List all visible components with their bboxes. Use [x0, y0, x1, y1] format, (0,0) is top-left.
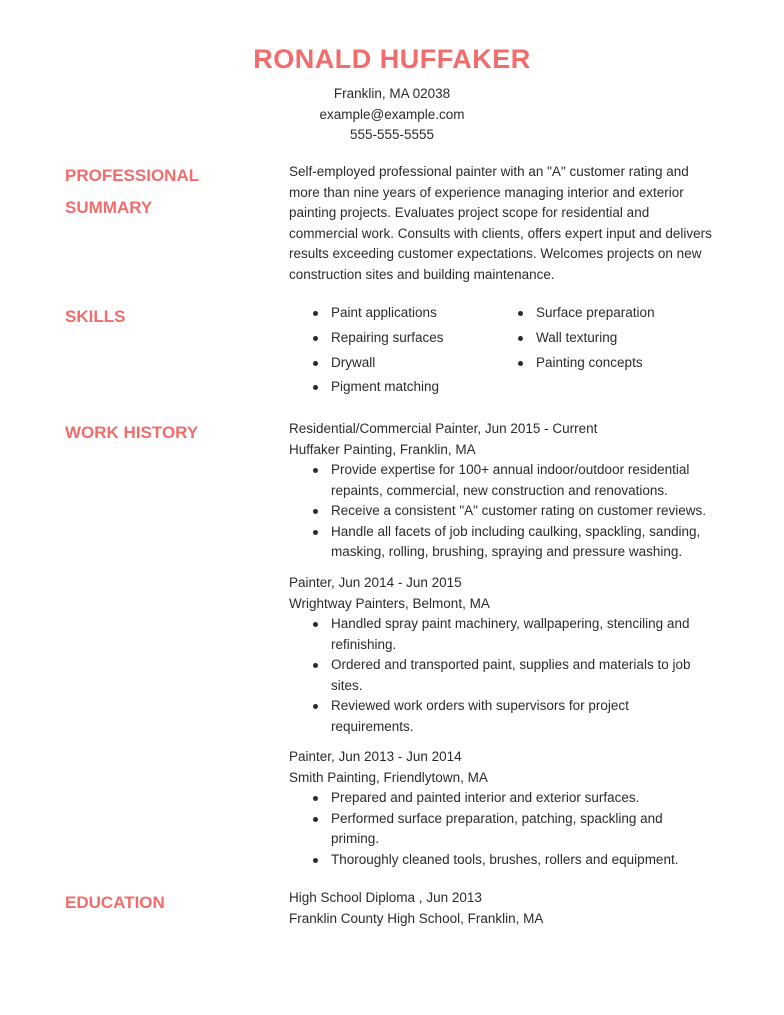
job-bullet	[289, 788, 729, 809]
candidate-name: RONALD HUFFAKER	[253, 44, 531, 74]
skill-item	[494, 303, 655, 323]
bullet-icon	[313, 622, 318, 627]
summary-line: more than nine years of experience managing interior and exterior	[289, 184, 684, 200]
bullet-icon	[313, 817, 318, 822]
section-heading-skills: SKILLS	[65, 307, 126, 326]
skill-label: Surface preparation	[536, 305, 655, 320]
contact-phone: 555-555-5555	[349, 127, 435, 142]
summary-line: painting projects. Evaluates project scope for residential and	[289, 205, 650, 220]
skill-item	[494, 328, 617, 348]
skill-item	[289, 303, 437, 323]
job-company: Wrightway Painters, Belmont, MA	[289, 595, 490, 611]
bullet-line: Performed surface preparation, patching, spackling and	[331, 810, 663, 826]
skill-label: Painting concepts	[536, 355, 643, 370]
education-degree: High School Diploma , Jun 2013	[289, 890, 482, 905]
summary-heading-line-2: SUMMARY	[65, 198, 153, 217]
job-bullet	[289, 850, 729, 871]
bullet-line: Receive a consistent "A" customer rating on customer reviews.	[331, 503, 706, 518]
skill-label: Drywall	[331, 355, 376, 370]
bullet-line: Prepared and painted interior and exterior surfaces.	[331, 790, 640, 805]
bullet-line: sites.	[331, 677, 363, 693]
job-entry	[289, 573, 729, 737]
bullet-icon	[313, 311, 318, 316]
bullet-icon	[313, 704, 318, 709]
summary-line: commercial work. Consults with clients, offers expert input and delivers	[289, 225, 712, 241]
job-bullet	[289, 655, 729, 696]
bullet-icon	[313, 530, 318, 535]
contact-location: Franklin, MA 02038	[333, 86, 451, 101]
section-heading-summary	[65, 160, 265, 224]
skill-label: Wall texturing	[536, 330, 618, 345]
skill-item	[289, 377, 439, 397]
job-bullet	[289, 501, 729, 522]
bullet-line: repaints, commercial, new construction and renovations.	[331, 482, 668, 498]
bullet-line: refinishing.	[331, 636, 397, 652]
bullet-icon	[313, 336, 318, 341]
bullet-icon	[518, 336, 523, 341]
skill-item	[289, 328, 444, 348]
bullet-line: masking, rolling, brushing, spraying and pressure washing.	[331, 544, 683, 559]
bullet-line: Ordered and transported paint, supplies and materials to job	[331, 657, 691, 672]
summary-line: results exceeding customer expectations. Welcomes projects on new	[289, 246, 702, 261]
summary-heading-line-1: PROFESSIONAL	[65, 166, 200, 185]
bullet-icon	[518, 311, 523, 316]
job-company: Smith Painting, Friendlytown, MA	[289, 769, 488, 785]
job-bullet	[289, 614, 729, 655]
bullet-line: requirements.	[331, 718, 414, 734]
job-title: Residential/Commercial Painter, Jun 2015 - Current	[289, 421, 598, 436]
job-title: Painter, Jun 2014 - Jun 2015	[289, 575, 462, 590]
job-entry	[289, 419, 729, 563]
bullet-icon	[313, 385, 318, 390]
section-heading-education: EDUCATION	[65, 893, 165, 912]
skill-label: Paint applications	[331, 305, 437, 320]
job-entry	[289, 747, 729, 870]
job-title: Painter, Jun 2013 - Jun 2014	[289, 749, 462, 764]
bullet-line: Thoroughly cleaned tools, brushes, rollers and equipment.	[331, 851, 679, 867]
bullet-line: Handle all facets of job including caulking, spackling, sanding,	[331, 523, 701, 539]
bullet-icon	[313, 468, 318, 473]
bullet-line: Reviewed work orders with supervisors for project	[331, 698, 629, 713]
section-heading-work-history: WORK HISTORY	[65, 423, 199, 442]
education-school: Franklin County High School, Franklin, MA	[289, 910, 544, 926]
bullet-icon	[313, 858, 318, 863]
job-bullet	[289, 522, 729, 563]
education-entry	[289, 888, 729, 929]
skill-label: Repairing surfaces	[331, 330, 444, 345]
skill-item	[289, 353, 375, 373]
summary-text	[289, 162, 729, 285]
summary-line: Self-employed professional painter with an "A" customer rating and	[289, 164, 689, 179]
bullet-icon	[313, 509, 318, 514]
bullet-line: priming.	[331, 831, 380, 846]
job-bullet	[289, 696, 729, 737]
bullet-line: Handled spray paint machinery, wallpapering, stenciling and	[331, 616, 690, 631]
job-bullet	[289, 809, 729, 850]
skill-label: Pigment matching	[331, 379, 440, 394]
bullet-icon	[313, 663, 318, 668]
bullet-line: Provide expertise for 100+ annual indoor/outdoor residential	[331, 462, 690, 477]
summary-line: construction sites and building maintenance.	[289, 266, 555, 282]
job-bullet	[289, 460, 729, 501]
job-company: Huffaker Painting, Franklin, MA	[289, 441, 476, 457]
skill-item	[494, 353, 643, 373]
bullet-icon	[313, 361, 318, 366]
bullet-icon	[313, 796, 318, 801]
contact-block	[0, 84, 784, 146]
bullet-icon	[518, 361, 523, 366]
contact-email: example@example.com	[319, 106, 465, 122]
